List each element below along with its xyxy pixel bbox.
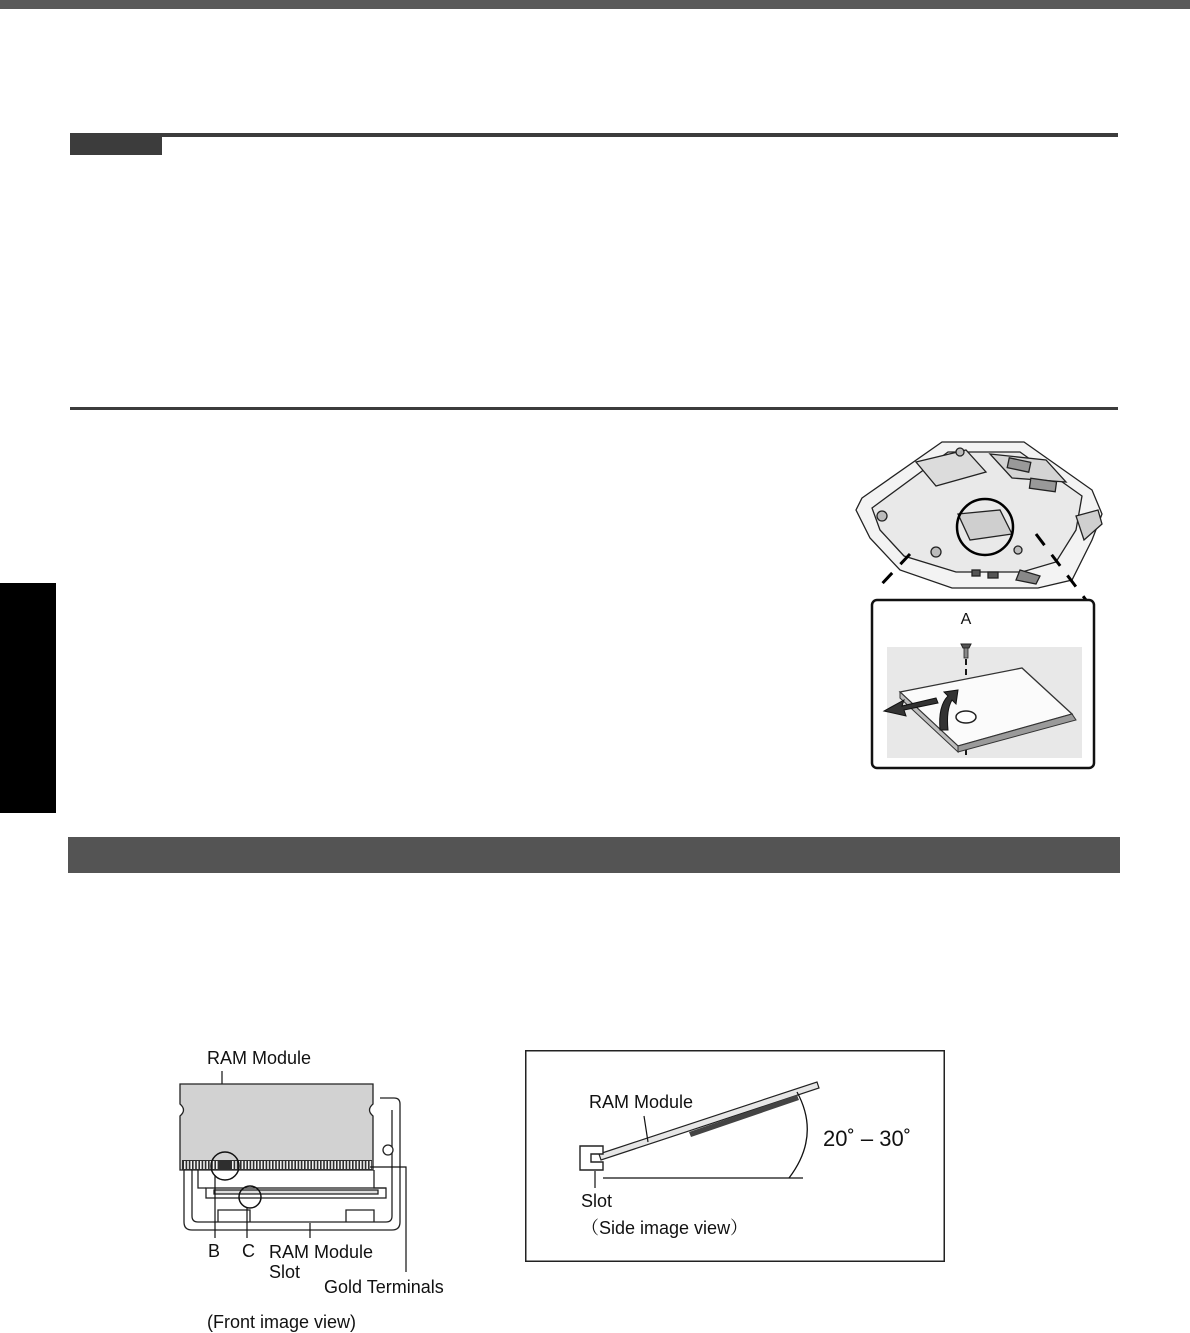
screw-label-a: A [960, 611, 972, 628]
notch-b-label: B [208, 1241, 221, 1261]
section-divider [70, 407, 1118, 410]
section-heading-bar [68, 837, 1120, 873]
gold-terminals-label: Gold Terminals [324, 1277, 444, 1297]
front-view-caption: (Front image view) [207, 1312, 357, 1332]
note-rule [70, 133, 1118, 137]
front-module-label: RAM Module [207, 1048, 312, 1068]
notch-c-label: C [242, 1241, 255, 1261]
laptop-body-illustration [856, 442, 1102, 588]
front-slot-label-line1: RAM Module [269, 1242, 374, 1262]
chapter-side-tab [0, 583, 56, 813]
side-module-label: RAM Module [589, 1092, 694, 1112]
side-slot-label: Slot [581, 1191, 613, 1211]
front-slot-label-line2: Slot [269, 1262, 301, 1282]
laptop-underside-figure [840, 430, 1110, 775]
side-view-caption: （Side image view） [581, 1218, 749, 1238]
ram-front-view-figure [170, 1040, 470, 1330]
ram-side-view-figure [525, 1050, 945, 1262]
note-tab [70, 137, 162, 155]
angle-label: 20˚ – 30˚ [823, 1126, 912, 1151]
header-bar [0, 0, 1190, 9]
ram-module-illustration [180, 1084, 373, 1170]
notch-c-circle [239, 1186, 261, 1208]
